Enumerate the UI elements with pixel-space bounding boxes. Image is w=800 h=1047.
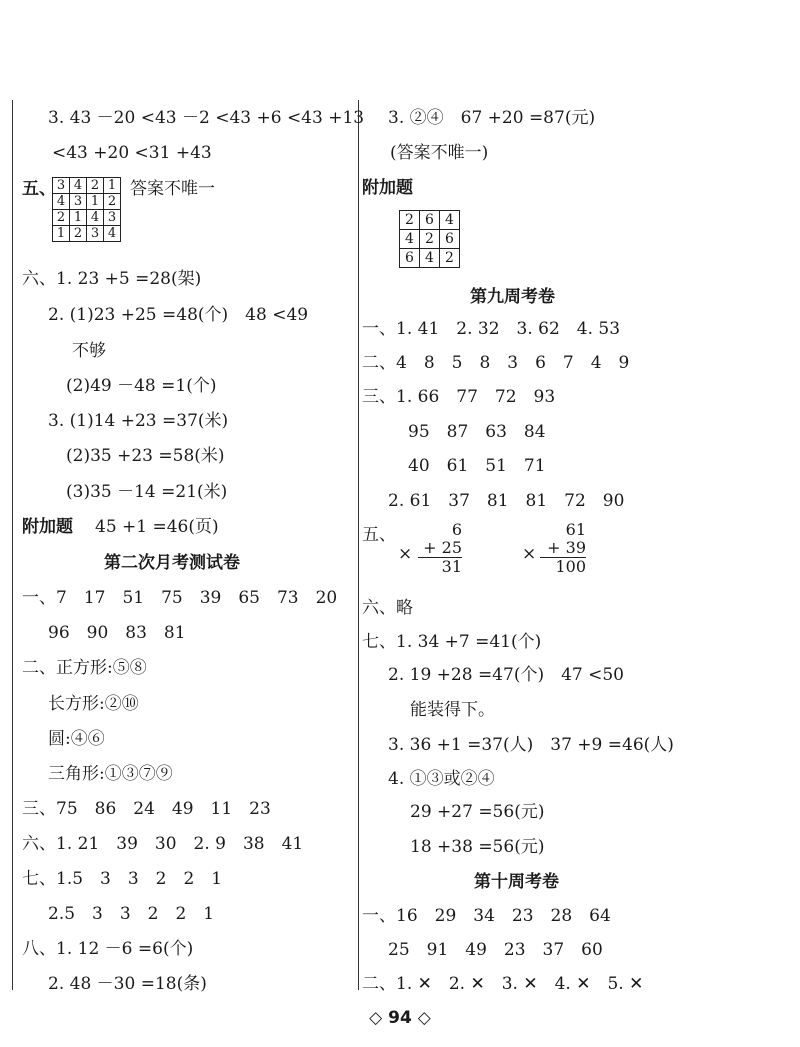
section-er-line-1: 二、正方形:⑤⑧ (22, 658, 147, 678)
wu-grid: 3 4 2 1 4 3 1 2 2 1 4 3 1 2 3 4 (52, 177, 121, 242)
w10-yi-1: 一、16 29 34 23 28 64 (362, 906, 611, 926)
right-line-1: 3. ②④ 67 +20 =87(元) (388, 108, 596, 128)
w9-wu-label: 五、 (362, 525, 396, 545)
page-number: ◇ 94 ◇ (369, 1008, 431, 1028)
section-qi-line-2: 2.5 3 3 2 2 1 (48, 904, 215, 924)
left-line-1: 3. 43 －20 <43 －2 <43 +6 <43 +13 (48, 108, 365, 128)
title-week-9: 第九周考卷 (470, 287, 555, 307)
title-second-monthly-test: 第二次月考测试卷 (104, 553, 240, 573)
fujia-text-left: 45 +1 =46(页) (95, 517, 219, 537)
section-liu: 六、1. 21 39 30 2. 9 38 41 (22, 834, 304, 854)
left-margin-rule (12, 100, 13, 990)
section-qi-line-1: 七、1.5 3 3 2 2 1 (22, 869, 223, 889)
liu-line-2: 2. (1)23 +25 =48(个) 48 <49 (48, 305, 309, 325)
fujia-label-right: 附加题 (362, 178, 413, 198)
column-divider (358, 100, 359, 990)
w10-yi-2: 25 91 49 23 37 60 (388, 940, 603, 960)
vertical-addition-2: 61 + 39 100 (540, 521, 586, 576)
w9-qi-4: 3. 36 +1 =37(人) 37 +9 =46(人) (388, 735, 674, 755)
section-er-line-3: 圆:④⑥ (48, 729, 105, 749)
fujia-grid: 2 6 4 4 2 6 6 4 2 (399, 210, 460, 268)
section-ba-line-2: 2. 48 －30 =18(条) (48, 974, 207, 994)
fujia-label-left: 附加题 (22, 517, 73, 537)
w9-qi-1: 七、1. 34 +7 =41(个) (362, 632, 542, 652)
title-week-10: 第十周考卷 (474, 872, 559, 892)
liu-line-3: 不够 (72, 341, 106, 361)
w9-qi-2: 2. 19 +28 =47(个) 47 <50 (388, 665, 624, 685)
wu-note: 答案不唯一 (130, 179, 215, 199)
w9-san-3: 40 61 51 71 (408, 456, 546, 476)
w9-qi-5: 4. ①③或②④ (388, 769, 495, 789)
section-wu-label: 五、 (22, 179, 56, 199)
section-yi-line-1: 一、7 17 51 75 39 65 73 20 (22, 588, 338, 608)
liu-line-6: (2)35 +23 =58(米) (66, 446, 225, 466)
w9-yi: 一、1. 41 2. 32 3. 62 4. 53 (362, 319, 621, 339)
liu-line-1: 六、1. 23 +5 =28(架) (22, 269, 202, 289)
section-san: 三、75 86 24 49 11 23 (22, 799, 271, 819)
w9-liu: 六、略 (362, 598, 413, 618)
section-er-line-2: 长方形:②⑩ (48, 694, 139, 714)
left-line-2: <43 +20 <31 +43 (52, 143, 212, 163)
w9-san-4: 2. 61 37 81 81 72 90 (388, 491, 625, 511)
section-er-line-4: 三角形:①③⑦⑨ (48, 764, 173, 784)
liu-line-5: 3. (1)14 +23 =37(米) (48, 411, 229, 431)
times-sign-2: × (522, 544, 537, 564)
w9-san-2: 95 87 63 84 (408, 422, 546, 442)
times-sign-1: × (398, 544, 413, 564)
w9-qi-7: 18 +38 =56(元) (410, 837, 545, 857)
section-yi-line-2: 96 90 83 81 (48, 623, 186, 643)
right-line-2: (答案不唯一) (390, 143, 489, 163)
w9-qi-3: 能装得下。 (410, 700, 495, 720)
section-ba-line-1: 八、1. 12 －6 =6(个) (22, 939, 194, 959)
vertical-addition-1: 6 + 25 31 (418, 521, 462, 576)
liu-line-4: (2)49 －48 =1(个) (66, 376, 217, 396)
w9-qi-6: 29 +27 =56(元) (410, 802, 545, 822)
liu-line-7: (3)35 －14 =21(米) (66, 482, 228, 502)
w9-san-1: 三、1. 66 77 72 93 (362, 387, 556, 407)
w9-er: 二、4 8 5 8 3 6 7 4 9 (362, 353, 630, 373)
w10-er: 二、1. ✕ 2. ✕ 3. ✕ 4. ✕ 5. ✕ (362, 974, 644, 994)
